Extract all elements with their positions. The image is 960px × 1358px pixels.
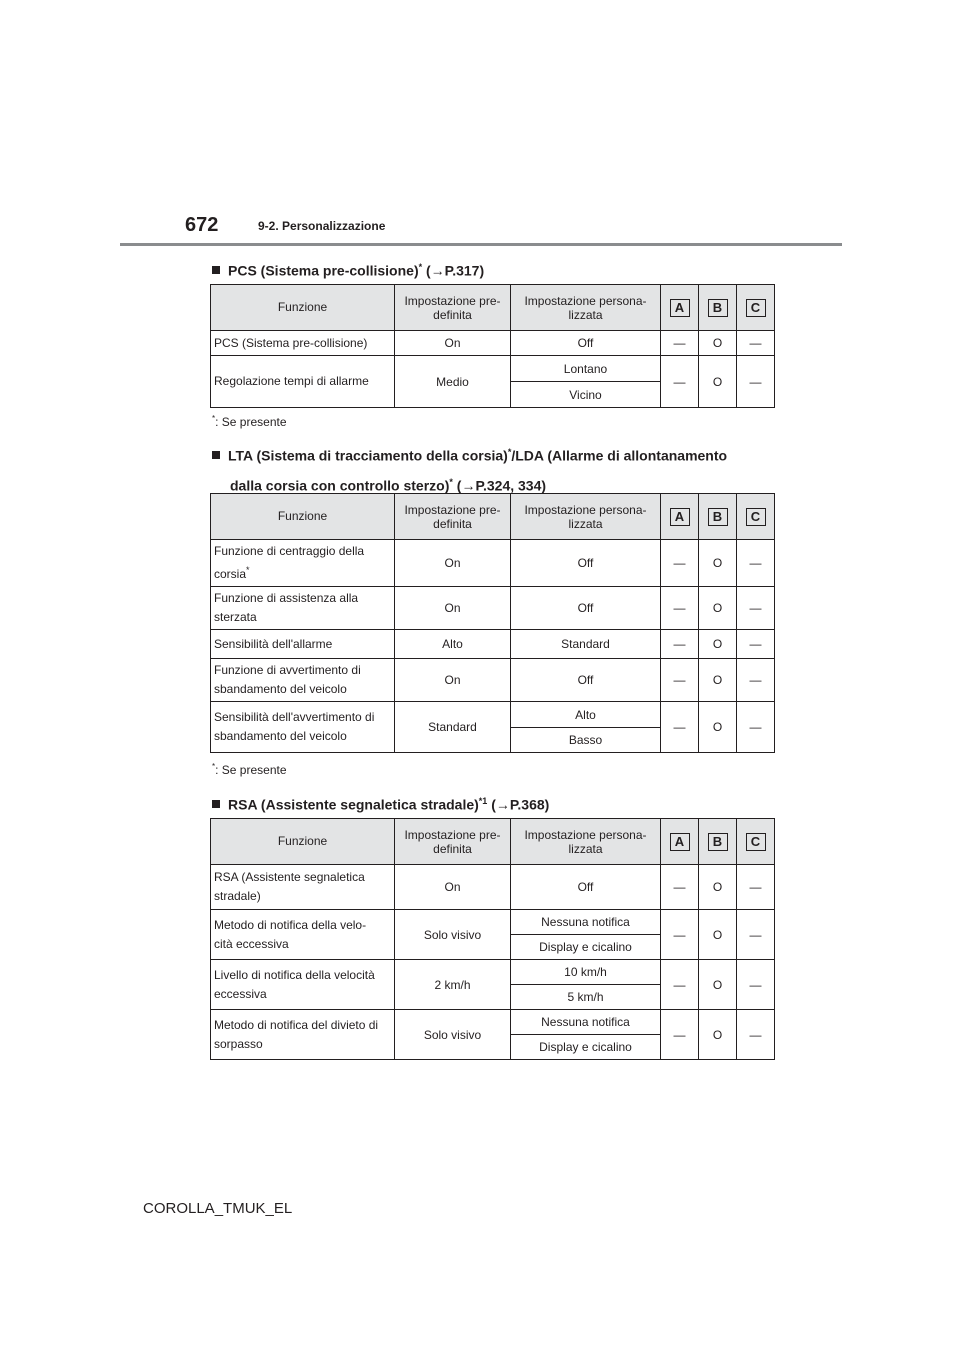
page-reference: (→P.324, 334) — [452, 477, 547, 494]
table-row: Vicino — [211, 382, 775, 408]
column-a-label: A — [670, 833, 690, 851]
table-row: Metodo di notifica della velo- cità eccessiva Solo visivo Nessuna notifica — O — — [211, 910, 775, 935]
section-title-rsa: RSA (Assistente segnaletica stradale)$^{*1}$ (→P.368) — [212, 790, 549, 816]
square-bullet-icon — [212, 266, 220, 274]
table-row: PCS (Sistema pre-collisione) On Off — O — — [211, 331, 775, 356]
table-header-row: Funzione Impostazione pre- definita Impostazione persona- lizzata A B C — [211, 285, 775, 331]
table-row: Metodo di notifica del divieto di sorpasso Solo visivo Nessuna notifica — O — — [211, 1010, 775, 1035]
chapter-title: 9-2. Personalizzazione — [258, 219, 386, 233]
table-row: Livello di notifica della velocità eccessiva 2 km/h 10 km/h — O — — [211, 960, 775, 985]
lta-settings-table — [210, 493, 775, 753]
rsa-settings-table — [210, 818, 775, 1060]
table-header-row: Funzione Impostazione pre- definita Impostazione persona- lizzata A B C — [211, 819, 775, 865]
footnote: *: Se presente — [212, 414, 287, 429]
square-bullet-icon — [212, 800, 220, 808]
pcs-settings-table — [210, 284, 775, 408]
column-c-label: C — [746, 299, 766, 317]
table-row: Funzione di centraggio della corsia* On Off — O — — [211, 540, 775, 587]
section-title-lta: LTA (Sistema di tracciamento della corsia)*/LDA (Allarme di allontanamento dalla corsia con controllo sterzo)* (→P.324, 334) — [212, 441, 727, 496]
section-title-pcs: PCS (Sistema pre-collisione)* (→P.317) — [212, 256, 484, 282]
column-b-label: B — [708, 833, 728, 851]
table-row: Sensibilità dell'allarme Alto Standard — O — — [211, 630, 775, 659]
document-code: COROLLA_TMUK_EL — [143, 1200, 293, 1217]
table-row: Sensibilità dell'avvertimento di sbandamento del veicolo Standard Alto — O — — [211, 702, 775, 728]
footnote: *: Se presente — [212, 762, 287, 777]
table-row: Funzione di assistenza alla sterzata On Off — O — — [211, 587, 775, 630]
header-divider — [120, 243, 842, 246]
column-a-label: A — [670, 299, 690, 317]
table-row: Display e cicalino — [211, 1035, 775, 1060]
table-row: Display e cicalino — [211, 935, 775, 960]
column-c-label: C — [746, 833, 766, 851]
table-row: Basso — [211, 728, 775, 753]
page-number: 672 — [185, 214, 219, 236]
table-row: 5 km/h — [211, 985, 775, 1010]
page-reference: (→P.317) — [422, 262, 485, 279]
table-header-row: Funzione Impostazione pre- definita Impostazione persona- lizzata A B C — [211, 494, 775, 540]
column-b-label: B — [708, 299, 728, 317]
square-bullet-icon — [212, 451, 220, 459]
column-c-label: C — [746, 508, 766, 526]
table-row: Funzione di avvertimento di sbandamento del veicolo On Off — O — — [211, 659, 775, 702]
table-row: RSA (Assistente segnaletica stradale) On Off — O — — [211, 865, 775, 910]
page-reference: (→P.368) — [487, 796, 550, 813]
table-row: Regolazione tempi di allarme Medio Lontano — O — — [211, 356, 775, 382]
column-a-label: A — [670, 508, 690, 526]
column-b-label: B — [708, 508, 728, 526]
